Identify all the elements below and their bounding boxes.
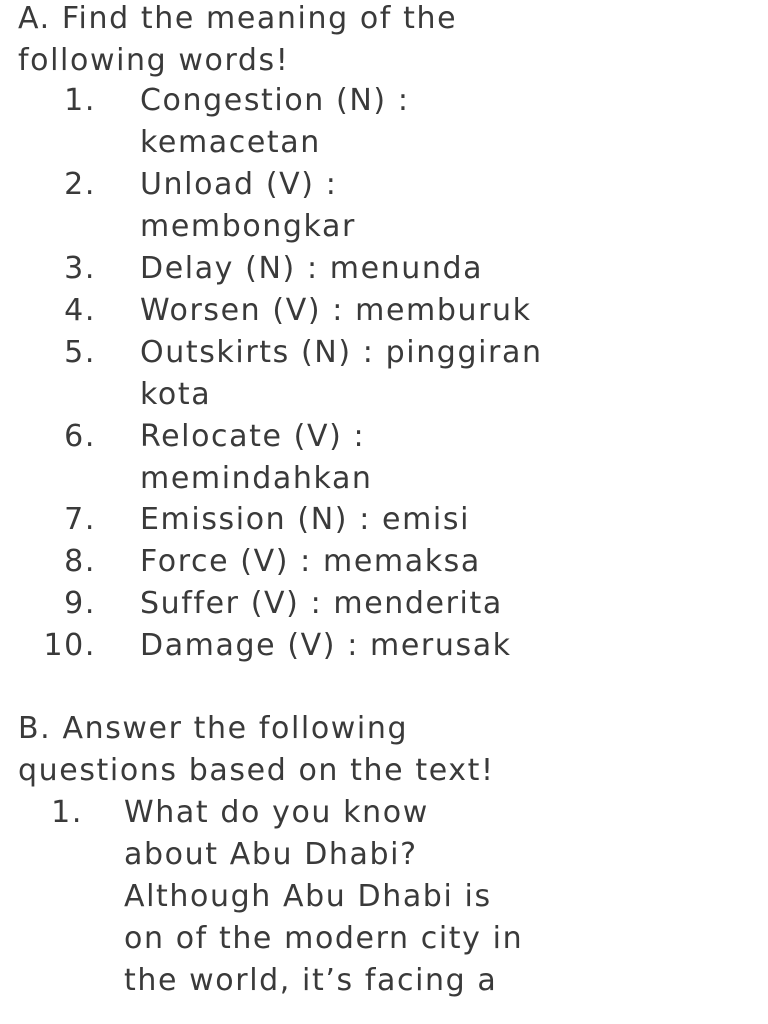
list-item-text: Relocate (V) : memindahkan [140,419,373,496]
list-item-text: Unload (V) : membongkar [140,167,356,244]
list-item-text: What do you know about Abu Dhabi? Although Abu Dhabi is on of the modern city in the world, it’s facing a [124,795,524,998]
section-a-title-line2: following words! [18,43,290,78]
list-item-number: 1. [51,795,83,830]
section-b-title-line2: questions based on the text! [18,753,495,788]
list-item-text: Outskirts (N) : pinggiran kota [140,335,543,412]
section-b-title-line1: B. Answer the following [18,711,409,746]
list-item-text: Emission (N) : emisi [140,502,471,537]
list-item-number: 10. [43,628,96,663]
list-item-number: 5. [64,335,96,370]
section-a-title-line1: A. Find the meaning of the [18,1,458,36]
list-item-number: 3. [64,251,96,286]
list-item-text: Damage (V) : merusak [140,628,512,663]
list-item-number: 8. [64,544,96,579]
list-item-number: 4. [64,293,96,328]
list-item-number: 2. [64,167,96,202]
list-item-number: 7. [64,502,96,537]
list-item-text: Delay (N) : menunda [140,251,484,286]
list-item-text: Suffer (V) : menderita [140,586,503,621]
list-item-text: Force (V) : memaksa [140,544,481,579]
list-item-number: 9. [64,586,96,621]
list-item-text: Worsen (V) : memburuk [140,293,532,328]
list-item-number: 1. [64,83,96,118]
list-item-text: Congestion (N) : kemacetan [140,83,410,160]
list-item-number: 6. [64,419,96,454]
